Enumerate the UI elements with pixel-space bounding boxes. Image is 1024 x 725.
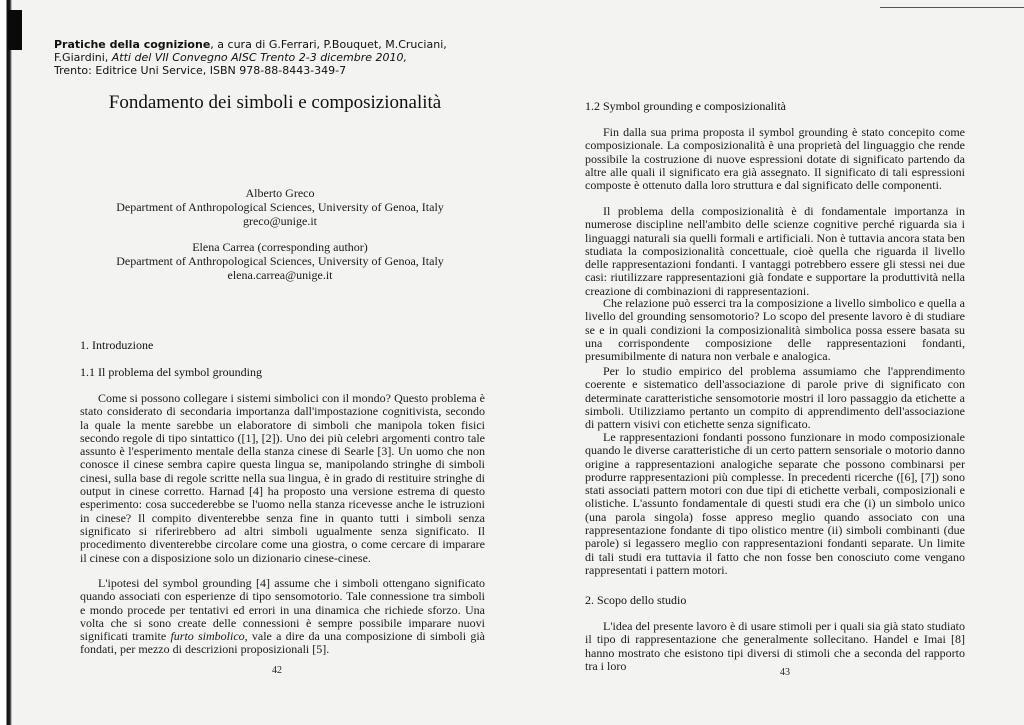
scan-top-rule xyxy=(880,7,1024,8)
paragraph-left-1 xyxy=(80,392,485,565)
paragraph-right-3 xyxy=(585,297,965,363)
author-affiliation: Department of Anthropological Sciences, University of Genoa, Italy xyxy=(116,200,444,214)
header-editors: , a cura di G.Ferrari, P.Bouquet, M.Cruciani, xyxy=(210,38,447,51)
author-name: Alberto Greco xyxy=(245,186,315,200)
paper-title: Fondamento dei simboli e composizionalità xyxy=(108,92,442,113)
header-editors-cont: F.Giardini, xyxy=(54,51,112,65)
author-email: elena.carrea@unige.it xyxy=(227,268,333,282)
paragraph-text: Che relazione può esserci tra la composizione a livello simbolico e quella a livello del grounding sensomotorio? Lo scopo del presente lavoro è di studiare se e in quali condizioni la composizionalità simbolica possa essere basata su una corrispondente composizione delle rappresentazioni fondanti, presumibilmente di natura non verbale e analogica. xyxy=(585,296,965,364)
paragraph-text: Fin dalla sua prima proposta il symbol grounding è stato concepito come composizionale. La composizionalità è una proprietà del linguaggio che rende possibile la costruzione di nuove espressioni dotate di significato partendo da altre alle quali il significato era già assegnato. Il significato di tali espressioni composte è ottenuto dalla loro struttura e dal significato delle componenti. xyxy=(585,125,965,193)
paragraph-left-2 xyxy=(80,577,485,657)
author-block-2 xyxy=(70,240,490,282)
header-publisher: Trento: Editrice Uni Service, ISBN 978-88-8443-349-7 xyxy=(54,64,347,78)
paragraph-right-1 xyxy=(585,126,965,192)
scan-black-mark xyxy=(8,10,22,50)
paragraph-right-2 xyxy=(585,205,965,298)
author-email: greco@unige.it xyxy=(242,214,318,228)
paragraph-text: Il problema della composizionalità è di fondamentale importanza in numerose discipline nell'ambito delle scienze cognitive perché riguarda sia i linguaggi naturali sia quelli formali e artificiali. Non è tuttavia ancora stata ben studiata la composizionalità concettuale, cioè quella che riguarda il livello delle rappresentazioni fondanti. I vantaggi potrebbero essere gli stessi nei due casi: riutilizzare rappresentazioni già fondate e supportare la produttività nella creazione di combinazioni di rappresentazioni. xyxy=(585,204,965,298)
paragraph-text: L'ipotesi del symbol grounding [4] assume che i simboli ottengano significato quando associati con esperienze di tipo sensomotorio. Tale connessione tra simboli e mondo procede per tentativi ed errori in una dinamica che richiede sforzo. Una volta che si sono create delle connessioni è sempre possibile imparare nuovi significati tramite xyxy=(80,576,485,644)
page-number-left: 42 xyxy=(272,665,282,676)
author-block-1 xyxy=(70,186,490,228)
paragraph-right-6 xyxy=(585,620,965,673)
scan-binding-edge xyxy=(0,0,30,725)
author-affiliation: Department of Anthropological Sciences, University of Genoa, Italy xyxy=(116,254,444,268)
paragraph-right-4 xyxy=(585,365,965,431)
paragraph-right-5 xyxy=(585,431,965,577)
page-number-right: 43 xyxy=(780,667,790,678)
paragraph-text: L'idea del presente lavoro è di usare stimoli per i quali sia già stato studiato il tipo di rappresentazione che generalmente sollecitano. Handel e Imai [8] hanno mostrato che esistono tipi diversi di stimoli che a seconda del rapporto tra i loro xyxy=(585,619,965,673)
paragraph-text: , vale a dire da una composizione di simboli già fondati, per mezzo di descrizioni proposizionali [5]. xyxy=(80,629,485,657)
paragraph-text: Come si possono collegare i sistemi simbolici con il mondo? Questo problema è stato considerato di secondaria importanza dall'impostazione cognitivista, secondo la quale la mente sarebbe un elaboratore di simboli che manipola token fisici secondo regole di tipo sintattico ([1], [2]). Uno dei più celebri argomenti contro tale assunto è l'esperimento mentale della stanza cinese di Searle [3]. Un uomo che non conosce il cinese sembra capire questa lingua se, manipolando stringhe di simboli cinesi, sulla base di regole scritte nella sua lingua, è in grado di restituire stringhe di output in cinese corretto. Harnad [4] ha proposto una versione estrema di questo esperimento: cosa succederebbe se l'uomo nella stanza ricevesse anche le istruzioni in cinese? Il compito diventerebbe senza fine in quanto tutti i simboli senza significato si riferirebbero ad altri simboli ugualmente senza significato. Il procedimento diventerebbe circolare come una giostra, o come cercare di imparare il cinese con a disposizione solo un dizionario cinese-cinese. xyxy=(80,391,485,565)
subsection-heading-1-2: 1.2 Symbol grounding e composizionalità xyxy=(585,99,786,113)
paragraph-text: Per lo studio empirico del problema assumiamo che l'apprendimento coerente e sistematico dell'associazione di parole prive di significato con determinate caratteristiche sensomotorie mostri il loro passaggio da etichette a simboli. Utilizziamo pertanto un compito di apprendimento dell'associazione di pattern visivi con etichette senza significato. xyxy=(585,364,965,432)
section-heading-introduzione: 1. Introduzione xyxy=(80,338,154,352)
header-proceedings: Atti del VII Convegno AISC Trento 2-3 dicembre 2010, xyxy=(111,51,408,65)
publication-header xyxy=(54,38,494,78)
paragraph-text: Le rappresentazioni fondanti possono funzionare in modo composizionale quando le diverse caratteristiche di un certo pattern sensoriale o motorio danno origine a rappresentazioni analogiche separate che possono combinarsi per produrre rappresentazioni più complesse. In precedenti ricerche ([6], [7]) sono stati associati pattern motori con due tipi di etichette verbali, composizionali e olistiche. L'assunto fondamentale di questi studi era che (i) un simbolo unico (una parola singola) fosse appreso meglio quando associato con una rappresentazione fondante di tipo olistico mentre (ii) simboli combinanti (due parole) si legassero meglio con rappresentazioni fondanti separate. Un limite di tali studi era tuttavia il fatto che non fosse ben conosciuto come vengano rappresentati i pattern motori. xyxy=(585,430,965,577)
subsection-heading-1-1: 1.1 Il problema del symbol grounding xyxy=(80,365,262,379)
author-name: Elena Carrea (corresponding author) xyxy=(192,240,368,254)
header-book-title: Pratiche della cognizione xyxy=(54,38,211,51)
section-heading-scopo: 2. Scopo dello studio xyxy=(585,593,687,607)
paragraph-italic-term: furto simbolico xyxy=(170,629,245,644)
